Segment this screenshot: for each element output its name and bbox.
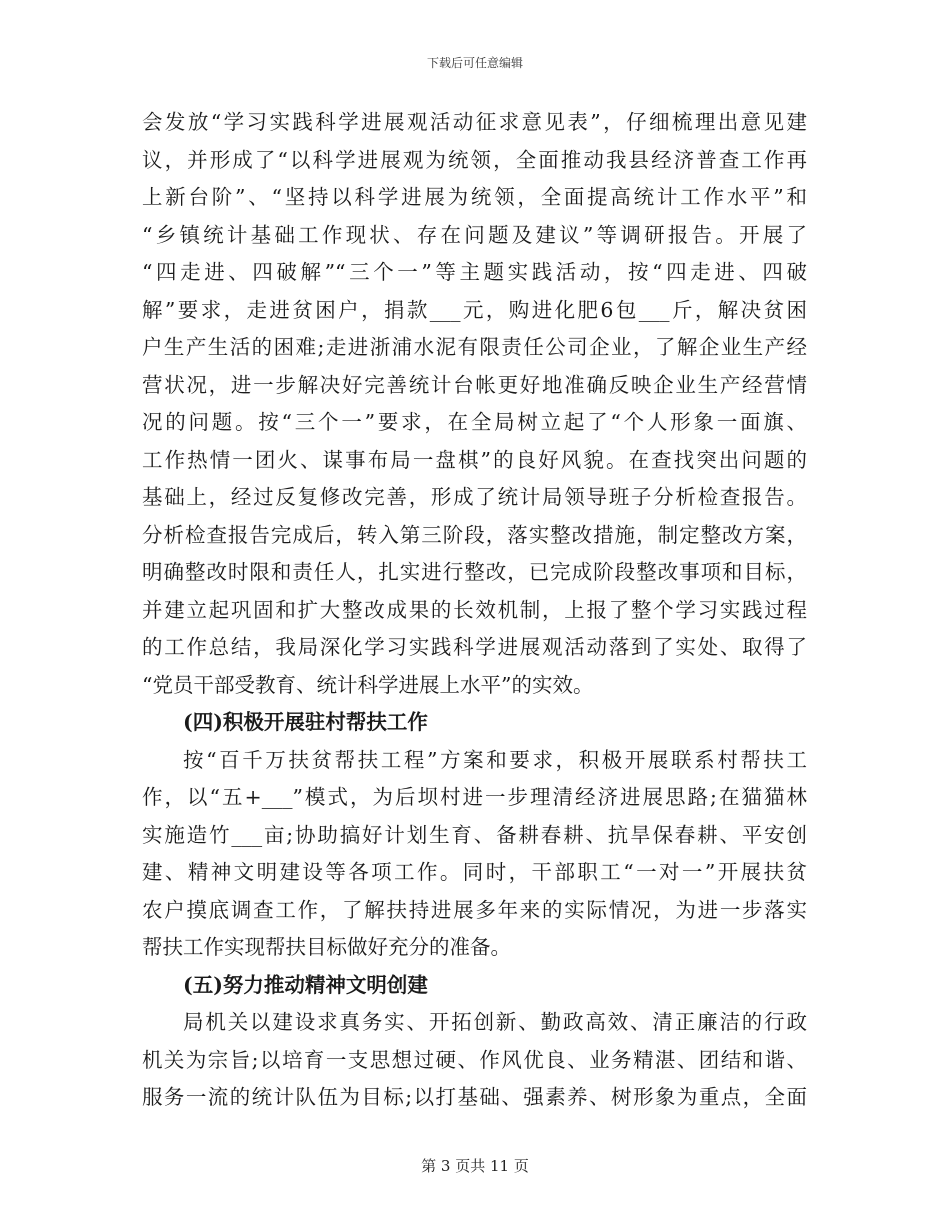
- paragraph-line: 农户摸底调查工作，了解扶持进展多年来的实际情况，为进一步落实: [142, 897, 807, 922]
- paragraph-line: 作，以“五+___”模式，为后坝村进一步理清经济进展思路;在猫猫林: [142, 785, 807, 809]
- paragraph-line: 明确整改时限和责任人，扎实进行整改，已完成阶段整改事项和目标，: [142, 560, 807, 584]
- paragraph-line: 会发放“学习实践科学进展观活动征求意见表”，仔细梳理出意见建: [142, 110, 807, 134]
- paragraph-line: “四走进、四破解”“三个一”等主题实践活动，按“四走进、四破: [142, 260, 807, 284]
- paragraph-line: 况的问题。按“三个一”要求，在全局树立起了“个人形象一面旗、: [142, 410, 807, 434]
- paragraph-line: 营状况，进一步解决好完善统计台帐更好地准确反映企业生产经营情: [142, 372, 807, 397]
- paragraph-line: 基础上，经过反复修改完善，形成了统计局领导班子分析检查报告。: [142, 485, 807, 509]
- paragraph-line: 局机关以建设求真务实、开拓创新、勤政高效、清正廉洁的行政: [183, 1010, 807, 1034]
- document-body: [142, 104, 807, 1117]
- paragraph-line: 按“百千万扶贫帮扶工程”方案和要求，积极开展联系村帮扶工: [183, 747, 807, 772]
- paragraph-line: 服务一流的统计队伍为目标;以打基础、强素养、树形象为重点，全面: [142, 1085, 807, 1109]
- paragraph-line: 建、精神文明建设等各项工作。同时，干部职工“一对一”开展扶贫: [142, 860, 807, 884]
- paragraph-line: 解”要求，走进贫困户，捐款___元，购进化肥6包___斤，解决贫困: [142, 297, 807, 322]
- paragraph-line: 帮扶工作实现帮扶目标做好充分的准备。: [142, 935, 511, 959]
- paragraph-line: 分析检查报告完成后，转入第三阶段，落实整改措施，制定整改方案，: [142, 522, 807, 547]
- paragraph-line: 实施造竹___亩;协助搞好计划生育、备耕春耕、抗旱保春耕、平安创: [142, 822, 807, 847]
- paragraph-line: “党员干部受教育、统计科学进展上水平”的实效。: [142, 672, 594, 697]
- paragraph-line: 户生产生活的困难;走进浙浦水泥有限责任公司企业，了解企业生产经: [142, 335, 807, 359]
- paragraph-line: 的工作总结，我局深化学习实践科学进展观活动落到了实处、取得了: [142, 635, 807, 659]
- paragraph-line: 议，并形成了“以科学进展观为统领，全面推动我县经济普查工作再: [142, 147, 807, 172]
- page-number: 第 3 页共 11 页: [421, 1157, 529, 1175]
- paragraph-line: “乡镇统计基础工作现状、存在问题及建议”等调研报告。开展了: [142, 222, 807, 247]
- paragraph-line: 上新台阶”、“坚持以科学进展为统领，全面提高统计工作水平”和: [142, 185, 807, 209]
- paragraph-line: 并建立起巩固和扩大整改成果的长效机制，上报了整个学习实践过程: [142, 597, 807, 622]
- paragraph-line: 机关为宗旨;以培育一支思想过硬、作风优良、业务精湛、团结和谐、: [142, 1047, 807, 1072]
- page-header: 下载后可任意编辑: [426, 56, 523, 70]
- section-heading: (四)积极开展驻村帮扶工作: [183, 710, 428, 734]
- paragraph-line: 工作热情一团火、谋事布局一盘棋”的良好风貌。在查找突出问题的: [142, 447, 807, 472]
- section-heading: (五)努力推动精神文明创建: [183, 972, 428, 997]
